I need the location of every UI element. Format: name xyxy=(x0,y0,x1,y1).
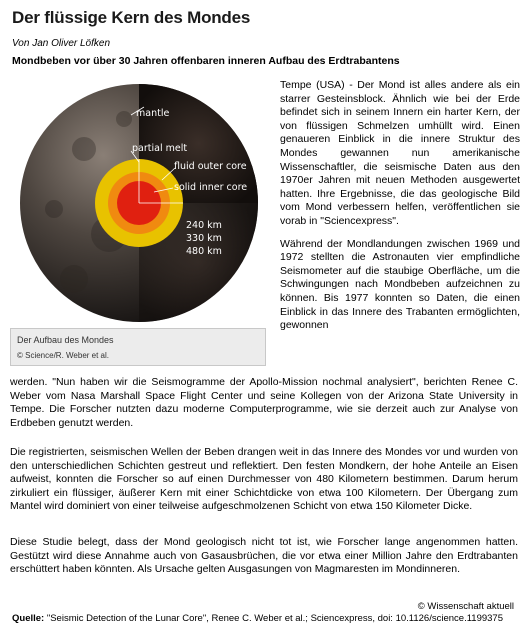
label-fluid-outer-core: fluid outer core xyxy=(174,161,247,172)
source-label: Quelle: xyxy=(12,613,45,624)
paragraph-2-continued: werden. "Nun haben wir die Seismogramme der Apollo-Mission nochmal analysiert", berichten Renee C. Weber vom Nasa Marshall Space Flight Center und seine Kollegen von der Arizona State University in Tempe. Die Forscher nutzten dazu moderne Computerprogramme, wie sie derzeit auch zur Analyse von Erdbeben genutzt werden. xyxy=(10,376,518,429)
paragraph-2-continued-block xyxy=(10,376,518,430)
figure-caption xyxy=(10,328,266,366)
article-subtitle: Mondbeben vor über 30 Jahren offenbaren inneren Aufbau des Erdtrabantens xyxy=(12,55,400,67)
moon-structure-figure xyxy=(14,79,269,367)
paragraph-2-start: Während der Mondlandungen zwischen 1969 und 1972 stellten die Astronauten vier empfindliche Seismometer auf die staubige Oberfläche, um die Schwingungen nach Mondbeben aufzeichnen zu können. Bis 1977 konnten so Daten, die einen Einblick in das Innere des Trabanten ermöglichten, gewonnen xyxy=(280,237,520,332)
label-solid-inner-core: solid inner core xyxy=(174,182,248,193)
label-480km: 480 km xyxy=(186,246,222,257)
caption-title: Der Aufbau des Mondes xyxy=(17,335,114,345)
right-column-text xyxy=(280,79,520,342)
copyright-notice: © Wissenschaft aktuell xyxy=(417,601,514,612)
source-citation xyxy=(12,613,518,625)
paragraph-3: Die registrierten, seismischen Wellen der Beben drangen weit in das Innere des Mondes vor und wurden von den unterschiedlichen Schichten gestreut und reflektiert. Den festen Mondkern, der hohe Anteile an Eisen aufweist, konnten die Forscher so auf einen Durchmesser von 480 Kilometern bestimmen. Darum herum zirkuliert ein flüssiger, äußerer Kern mit einer Schichtdicke von etwa 100 Kilometern. Der Übergang zum Mantel wird dominiert von einer teilweise aufgeschmolzenen Schicht von etwa 150 Kilometer Dicke. xyxy=(10,446,518,513)
paragraph-4-block xyxy=(10,536,518,577)
label-partial-melt: partial melt xyxy=(132,143,188,154)
caption-credit: © Science/R. Weber et al. xyxy=(17,351,110,360)
source-text: "Seismic Detection of the Lunar Core", Renee C. Weber et al.; Sciencexpress, doi: 10.1126/science.1199375 xyxy=(44,613,503,624)
label-240km: 240 km xyxy=(186,220,222,231)
label-mantle: mantle xyxy=(136,108,170,119)
article-author: Von Jan Oliver Löfken xyxy=(12,38,111,49)
label-330km: 330 km xyxy=(186,233,222,244)
article-title: Der flüssige Kern des Mondes xyxy=(12,8,251,27)
paragraph-1: Tempe (USA) - Der Mond ist alles andere als ein starrer Gesteinsblock. Ähnlich wie bei der Erde befindet sich in seinem Innern ein harter Kern, der von flüssigen Schmelzen umhüllt wird. Einen genaueren Einblick in die innere Struktur des Mondes gewannen nun amerikanische Wissenschaftler, die seismische Daten aus den 1970er Jahren mit neuen Methoden ausgewertet hatten. Ihre Ergebnisse, die das geologische Bild vom Mond verbessern helfen, veröffentlichen sie vorab in "Sciencexpress". xyxy=(280,79,520,227)
paragraph-3-block xyxy=(10,446,518,514)
paragraph-4: Diese Studie belegt, dass der Mond geologisch nicht tot ist, wie Forscher lange angenommen hatten. Gestützt wird diese Annahme auch von Gasausbrüchen, die vor etwa einer Million Jahre den Erdtrabanten erschüttert haben könnten. Als Ursache gelten Ausgasungen von Magmaresten im Mondinneren. xyxy=(10,536,518,576)
